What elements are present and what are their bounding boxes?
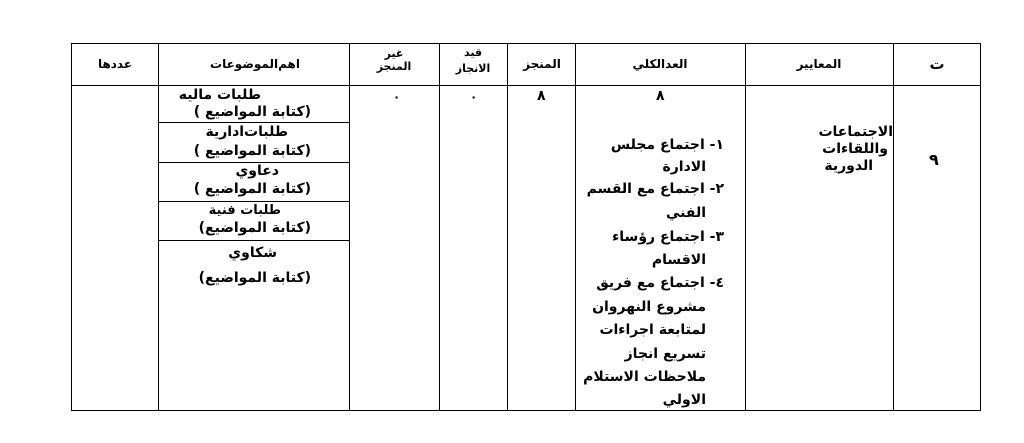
header-total: العدالكلي: [632, 57, 688, 71]
header-criteria: المعايير: [796, 57, 842, 71]
topic-title: دعاوي: [235, 163, 279, 179]
header-done: المنجز: [523, 57, 561, 71]
topic-title: طلبات‌ادارية: [205, 124, 288, 140]
topic-divider: [158, 122, 349, 123]
col-border: [893, 43, 894, 411]
col-border: [158, 43, 159, 411]
topic-sub: (كتابة المواضيع ): [193, 143, 311, 159]
meeting-line: الفني: [665, 205, 706, 221]
topic-sub: (كتابة المواضيع ): [193, 104, 311, 120]
row-serial: ٩: [929, 150, 939, 169]
meeting-line: الادارة: [662, 159, 706, 175]
meeting-line: الاولي: [662, 392, 706, 408]
criteria-line: الاجتماعات: [818, 124, 893, 140]
meeting-line: لمتابعة اجراءات: [599, 322, 706, 338]
header-count: عددها: [97, 57, 133, 71]
topic-sub: (كتابة المواضيع): [198, 270, 311, 286]
col-border: [745, 43, 746, 411]
meeting-line: ١- اجتماع مجلس: [610, 137, 724, 153]
topic-title: شكاوي: [228, 245, 277, 261]
criteria-line: واللقاءات: [822, 141, 888, 157]
header-not-done-1: غير: [384, 47, 404, 60]
col-border: [349, 43, 350, 411]
meeting-line: ٢- اجتماع مع القسم: [586, 181, 724, 197]
meeting-line: ٤- اجتماع مع فريق: [596, 275, 724, 291]
topic-sub: (كتابة المواضيع): [198, 220, 311, 236]
header-topics: اهم‌الموضوعات: [210, 57, 300, 71]
table-bottom-border: [71, 410, 981, 411]
meeting-line: ملاحظات الاستلام: [583, 369, 706, 385]
col-border: [980, 43, 981, 411]
meeting-line: ٣- اجتماع رؤساء: [612, 229, 724, 245]
meeting-line: تسريع انجاز: [624, 346, 706, 362]
table-top-border: [71, 43, 981, 44]
header-not-done-2: المنجز: [376, 60, 412, 73]
header-bottom-border: [71, 85, 981, 86]
done-value: ٨: [537, 88, 546, 104]
header-in-progress-2: الانجاز: [455, 62, 491, 75]
topic-title: طلبات ماليه: [178, 87, 261, 103]
col-border: [575, 43, 576, 411]
col-border: [507, 43, 508, 411]
topic-sub: (كتابة المواضيع ): [193, 181, 311, 197]
col-border: [439, 43, 440, 411]
topic-title: طلبات فنية: [208, 203, 281, 218]
meeting-line: الاقسام: [651, 252, 706, 268]
topic-divider: [158, 240, 349, 241]
col-border: [71, 43, 72, 411]
meeting-line: مشروع النهروان: [592, 299, 706, 315]
total-value: ٨: [656, 88, 665, 104]
not-done-value: ٠: [393, 90, 401, 104]
header-in-progress-1: قيد: [463, 46, 483, 59]
header-serial: ت: [929, 55, 945, 73]
in-progress-value: ٠: [470, 90, 478, 104]
criteria-line: الدورية: [824, 158, 873, 174]
